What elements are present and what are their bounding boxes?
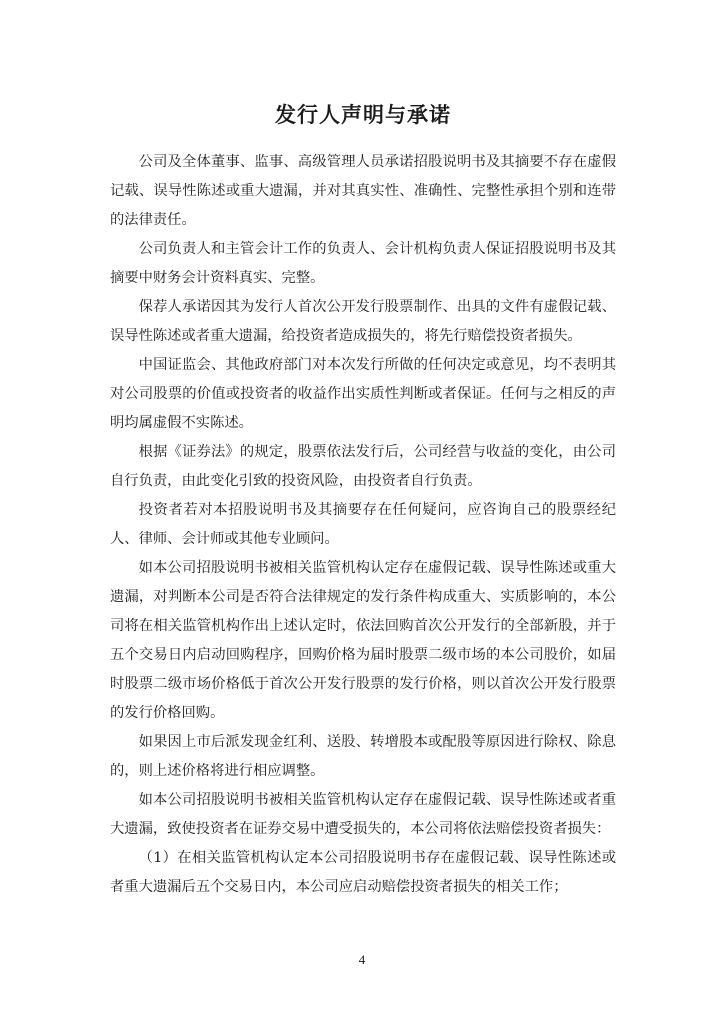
page-number: 4 (358, 952, 366, 967)
paragraph-10: （1）在相关监管机构认定本公司招股说明书存在虚假记载、误导性陈述或者重大遗漏后五个交易日内，本公司应启动赔偿投资者损失的相关工作； (110, 850, 616, 895)
paragraph-9: 如本公司招股说明书被相关监管机构认定存在虚假记载、误导性陈述或者重大遗漏，致使投资者在证券交易中遭受损失的，本公司将依法赔偿投资者损失： (110, 792, 616, 837)
paragraph-3: 保荐人承诺因其为发行人首次公开发行股票制作、出具的文件有虚假记载、误导性陈述或者重大遗漏，给投资者造成损失的，将先行赔偿投资者损失。 (110, 299, 616, 344)
paragraph-4: 中国证监会、其他政府部门对本次发行所做的任何决定或意见，均不表明其对公司股票的价值或投资者的收益作出实质性判断或者保证。任何与之相反的声明均属虚假不实陈述。 (110, 357, 616, 431)
document-page (110, 100, 616, 902)
paragraph-6: 投资者若对本招股说明书及其摘要存在任何疑问，应咨询自己的股票经纪人、律师、会计师或其他专业顾问。 (110, 502, 616, 547)
paragraph-2: 公司负责人和主管会计工作的负责人、会计机构负责人保证招股说明书及其摘要中财务会计资料真实、完整。 (110, 241, 616, 286)
paragraph-8: 如果因上市后派发现金红利、送股、转增股本或配股等原因进行除权、除息的，则上述价格将进行相应调整。 (110, 734, 616, 779)
paragraph-1: 公司及全体董事、监事、高级管理人员承诺招股说明书及其摘要不存在虚假记载、误导性陈述或重大遗漏，并对其真实性、准确性、完整性承担个别和连带的法律责任。 (110, 154, 616, 228)
document-title: 发行人声明与承诺 (275, 103, 451, 127)
paragraph-5: 根据《证券法》的规定，股票依法发行后，公司经营与收益的变化，由公司自行负责，由此变化引致的投资风险，由投资者自行负责。 (110, 444, 616, 489)
paragraph-7: 如本公司招股说明书被相关监管机构认定存在虚假记载、误导性陈述或重大遗漏，对判断本公司是否符合法律规定的发行条件构成重大、实质影响的，本公司将在相关监管机构作出上述认定时，依法回购首次公开发行的全部新股，并于五个交易日内启动回购程序，回购价格为届时股票二级市场的本公司股价，如届时股票二级市场价格低于首次公开发行股票的发行价格，则以首次公开发行股票的发行价格回购。 (110, 560, 616, 721)
